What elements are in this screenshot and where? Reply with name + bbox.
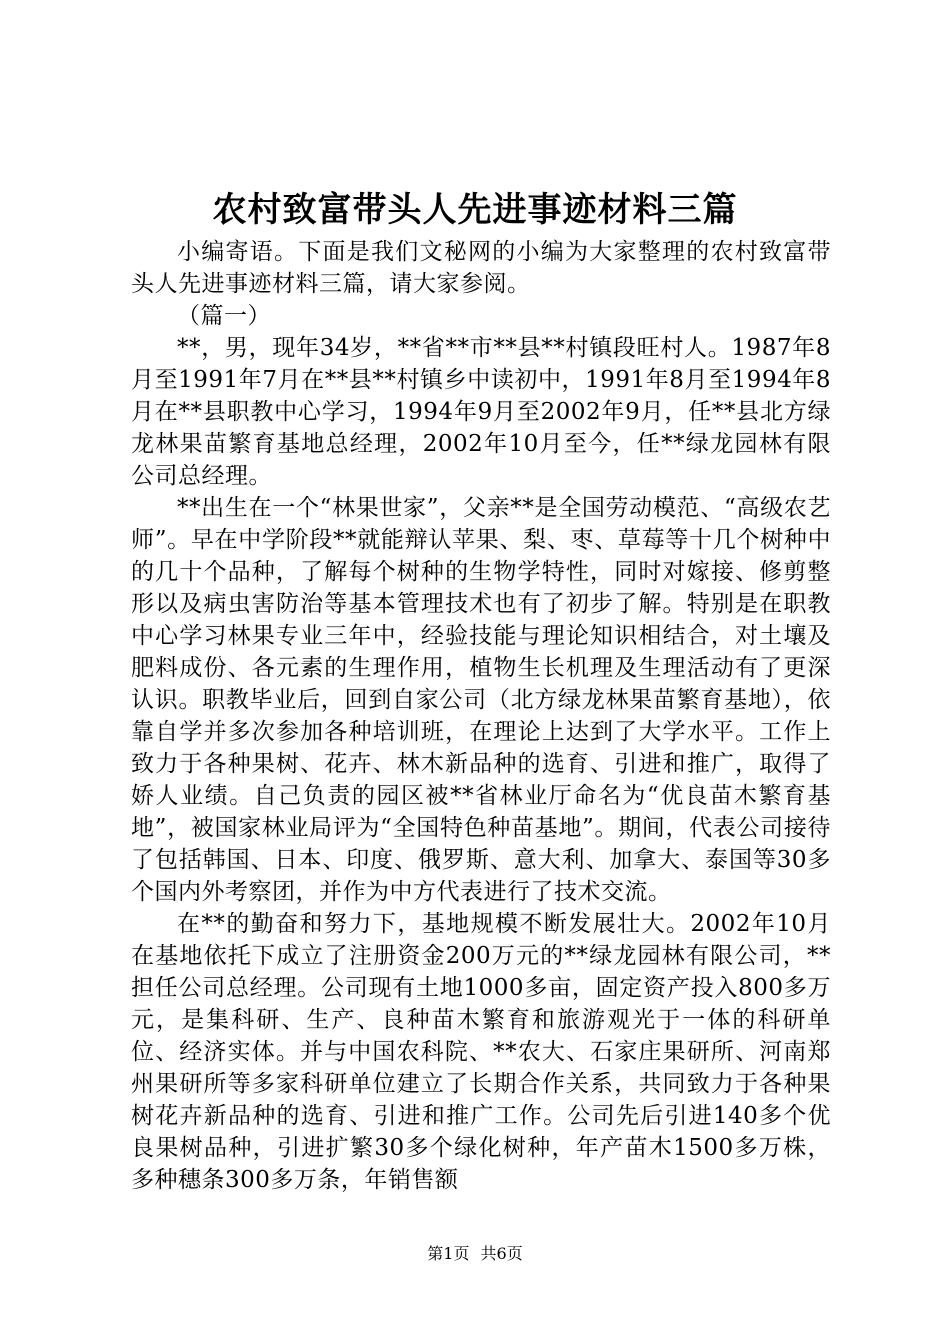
document-title: 农村致富带头人先进事迹材料三篇 — [212, 190, 738, 230]
body-paragraph: **，男，现年34岁，**省**市**县**村镇段旺村人。1987年8月至1991年7月在**县**村镇乡中读初中，1991年8月至1994年8月在**县职教中心学习，1994年9月至2002年9月，任**县北方绿龙林果苗繁育基地总经理，2002年10月至今，任**绿龙园林有限公司总经理。 — [131, 335, 831, 489]
document-body — [131, 236, 831, 1196]
body-paragraph: **出生在一个“林果世家”，父亲**是全国劳动模范、“高级农艺师”。早在中学阶段**就能辩认苹果、梨、枣、草莓等十几个树种中的几十个品种，了解每个树种的生物学特性，同时对嫁接、修剪整形以及病虫害防治等基本管理技术也有了初步了解。特别是在职教中心学习林果专业三年中，经验技能与理论知识相结合，对土壤及肥料成份、各元素的生理作用，植物生长机理及生理活动有了更深认识。职教毕业后，回到自家公司（北方绿龙林果苗繁育基地），依靠自学并多次参加各种培训班，在理论上达到了大学水平。工作上致力于各种果树、花卉、林木新品种的选育、引进和推广，取得了娇人业绩。自己负责的园区被**省林业厅命名为“优良苗木繁育基地”，被国家林业局评为“全国特色种苗基地”。期间，代表公司接待了包括韩国、日本、印度、俄罗斯、意大利、加拿大、泰国等30多个国内外考察团，并作为中方代表进行了技术交流。 — [131, 495, 831, 905]
section-heading: （篇一） — [177, 303, 271, 329]
page-number: 第1页 — [427, 1244, 470, 1263]
body-paragraph: 在**的勤奋和努力下，基地规模不断发展壮大。2002年10月在基地依托下成立了注册资金200万元的**绿龙园林有限公司，**担任公司总经理。公司现有土地1000多亩，固定资产投入800多万元，是集科研、生产、良种苗木繁育和旅游观光于一体的科研单位、经济实体。并与中国农科院、**农大、石家庄果研所、河南郑州果研所等多家科研单位建立了长期合作关系，共同致力于各种果树花卉新品种的选育、引进和推广工作。公司先后引进140多个优良果树品种，引进扩繁30多个绿化树种，年产苗木1500多万株，多种穗条300多万条，年销售额 — [131, 911, 831, 1193]
page-footer — [0, 1244, 950, 1264]
intro-paragraph: 小编寄语。下面是我们文秘网的小编为大家整理的农村致富带头人先进事迹材料三篇，请大家参阅。 — [131, 239, 831, 297]
page-total: 共6页 — [480, 1244, 523, 1263]
